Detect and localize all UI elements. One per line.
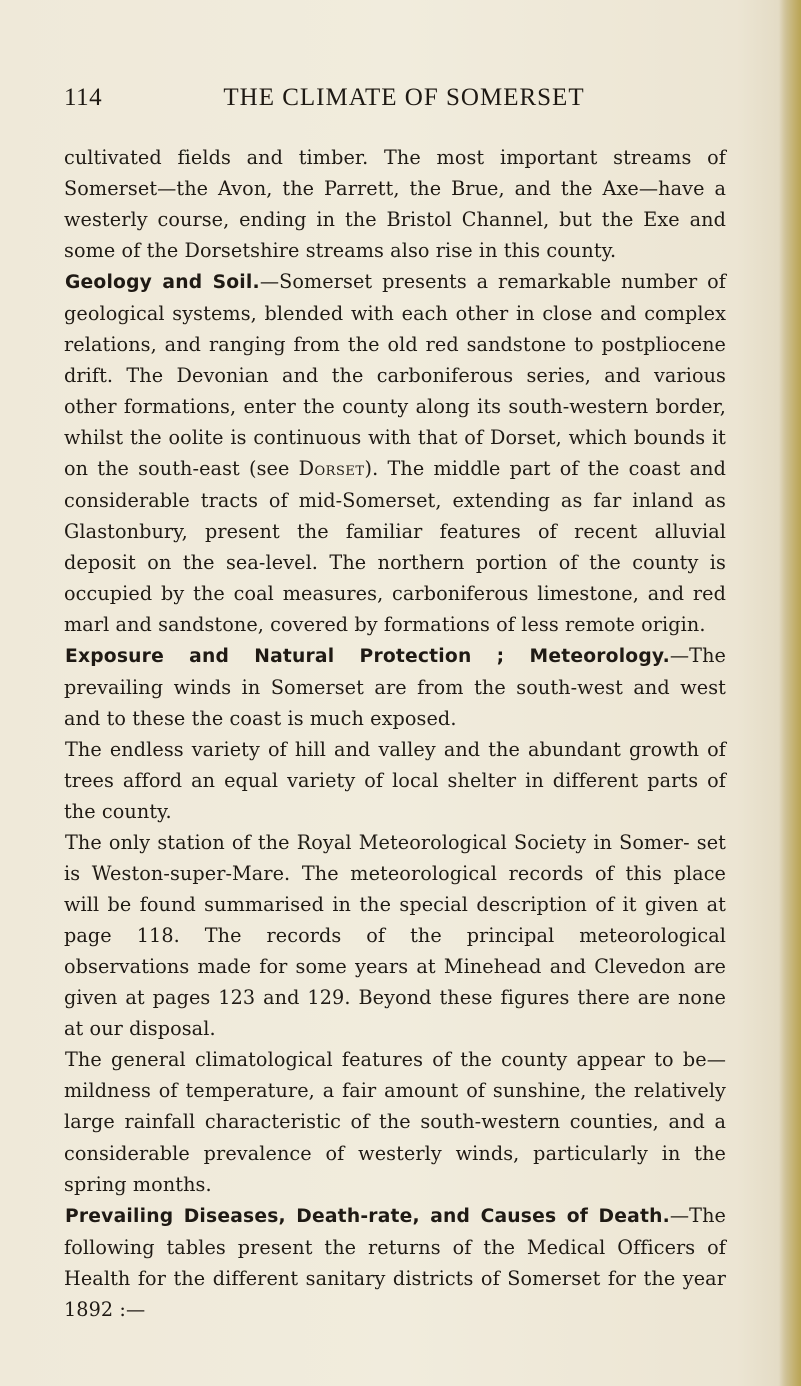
exposure-text: —The prevailing winds in Somerset are from the south-west and west and to these the coast is much exposed. [64, 643, 726, 730]
paragraph-geology [64, 266, 726, 640]
geology-text-start: —Somerset presents a remarkable number of geological systems, blended with each other in close and complex relations, and ranging from the old red sandstone to postpliocene drift. The Devonian and the carboniferous series, and various other formations, enter the county along its south-western border, whilst the oolite is continuous with that of Dorset, which bounds it on the south-east (see [64, 270, 726, 481]
page-header [64, 84, 724, 116]
paragraph-exposure [64, 640, 726, 734]
section-heading-geology: Geology and Soil. [65, 272, 260, 294]
paragraph-meteorological-station: The only station of the Royal Meteorological Society in Somer- set is Weston-super-Mare. The meteorological records of this place will be found summarised in the special description of it given at page 118. The records of the principal meteorological observations made for some years at Minehead and Clevedon are given at pages 123 and 129. Beyond these figures there are none at our disposal. [64, 831, 726, 1041]
page-number: 114 [64, 84, 103, 111]
cross-reference-dorset: Dorset [298, 457, 365, 481]
running-head: THE CLIMATE OF SOMERSET [223, 84, 585, 111]
diseases-text: —The following tables present the returns of the Medical Officers of Health for the different sanitary districts of Somerset for the year 1892 :— [64, 1203, 726, 1321]
section-heading-diseases: Prevailing Diseases, Death-rate, and Causes of Death. [65, 1205, 670, 1227]
section-heading-exposure: Exposure and Natural Protection ; Meteorology. [65, 645, 670, 667]
paragraph-diseases [64, 1200, 726, 1325]
geology-text-end: ). The middle part of the coast and considerable tracts of mid-Somerset, extending as far inland as Glastonbury, present the familiar features of recent alluvial deposit on the sea-level. The northern portion of the county is occupied by the coal measures, carboniferous limestone, and red marl and sandstone, covered by formations of less remote origin. [64, 457, 727, 636]
paragraph-shelter: The endless variety of hill and valley and the abundant growth of trees afford an equal variety of local shelter in different parts of the county. [64, 737, 726, 823]
paragraph-streams: cultivated fields and timber. The most important streams of Somerset—the Avon, the Parrett, the Brue, and the Axe—have a westerly course, ending in the Bristol Channel, but the Exe and some of the Dorsetshire streams also rise in this county. [64, 146, 726, 263]
page-edge-shadow [779, 0, 801, 1386]
paragraph-climatological-features: The general climatological features of the county appear to be— mildness of temperature, a fair amount of sunshine, the relatively large rainfall characteristic of the south-western counties, and a considerable prevalence of westerly winds, particularly in the spring months. [64, 1048, 726, 1196]
body-text [64, 142, 726, 1325]
